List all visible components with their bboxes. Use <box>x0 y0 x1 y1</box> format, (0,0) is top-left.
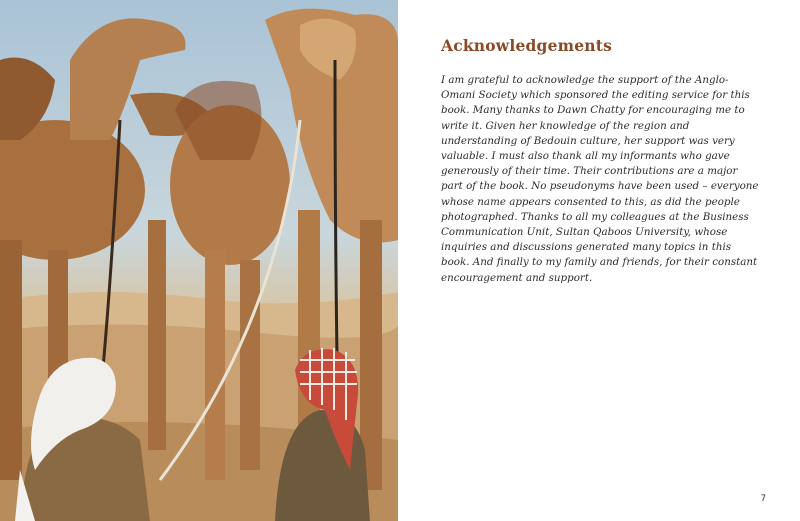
text-page <box>398 0 800 521</box>
page-heading: Acknowledgements <box>441 36 613 55</box>
acknowledgements-paragraph: I am grateful to acknowledge the support of the Anglo-Omani Society which sponsored the editing service for this book. Many thanks to Dawn Chatty for encouraging me to write it. Given her knowledge of the region and understanding of Bedouin culture, her support was very valuable. I must also thank all my informants who gave generously of their time. Their contributions are a major part of the book. No pseudonyms have been used – everyone whose name appears consented to this, as did the people photographed. Thanks to all my colleagues at the Business Communication Unit, Sultan Qaboos University, whose inquiries and discussions generated many topics in this book. And finally to my family and friends, for their constant encouragement and support. <box>441 74 759 284</box>
camel-left-leg-1 <box>0 240 22 480</box>
page-number: 7 <box>760 494 766 504</box>
camels-photo <box>0 0 398 521</box>
camel-center-leg-2 <box>205 250 225 480</box>
camels-illustration <box>0 0 398 521</box>
camel-left-body <box>0 120 145 260</box>
camel-center-leg-3 <box>240 260 260 470</box>
camel-center-leg-1 <box>148 220 166 450</box>
